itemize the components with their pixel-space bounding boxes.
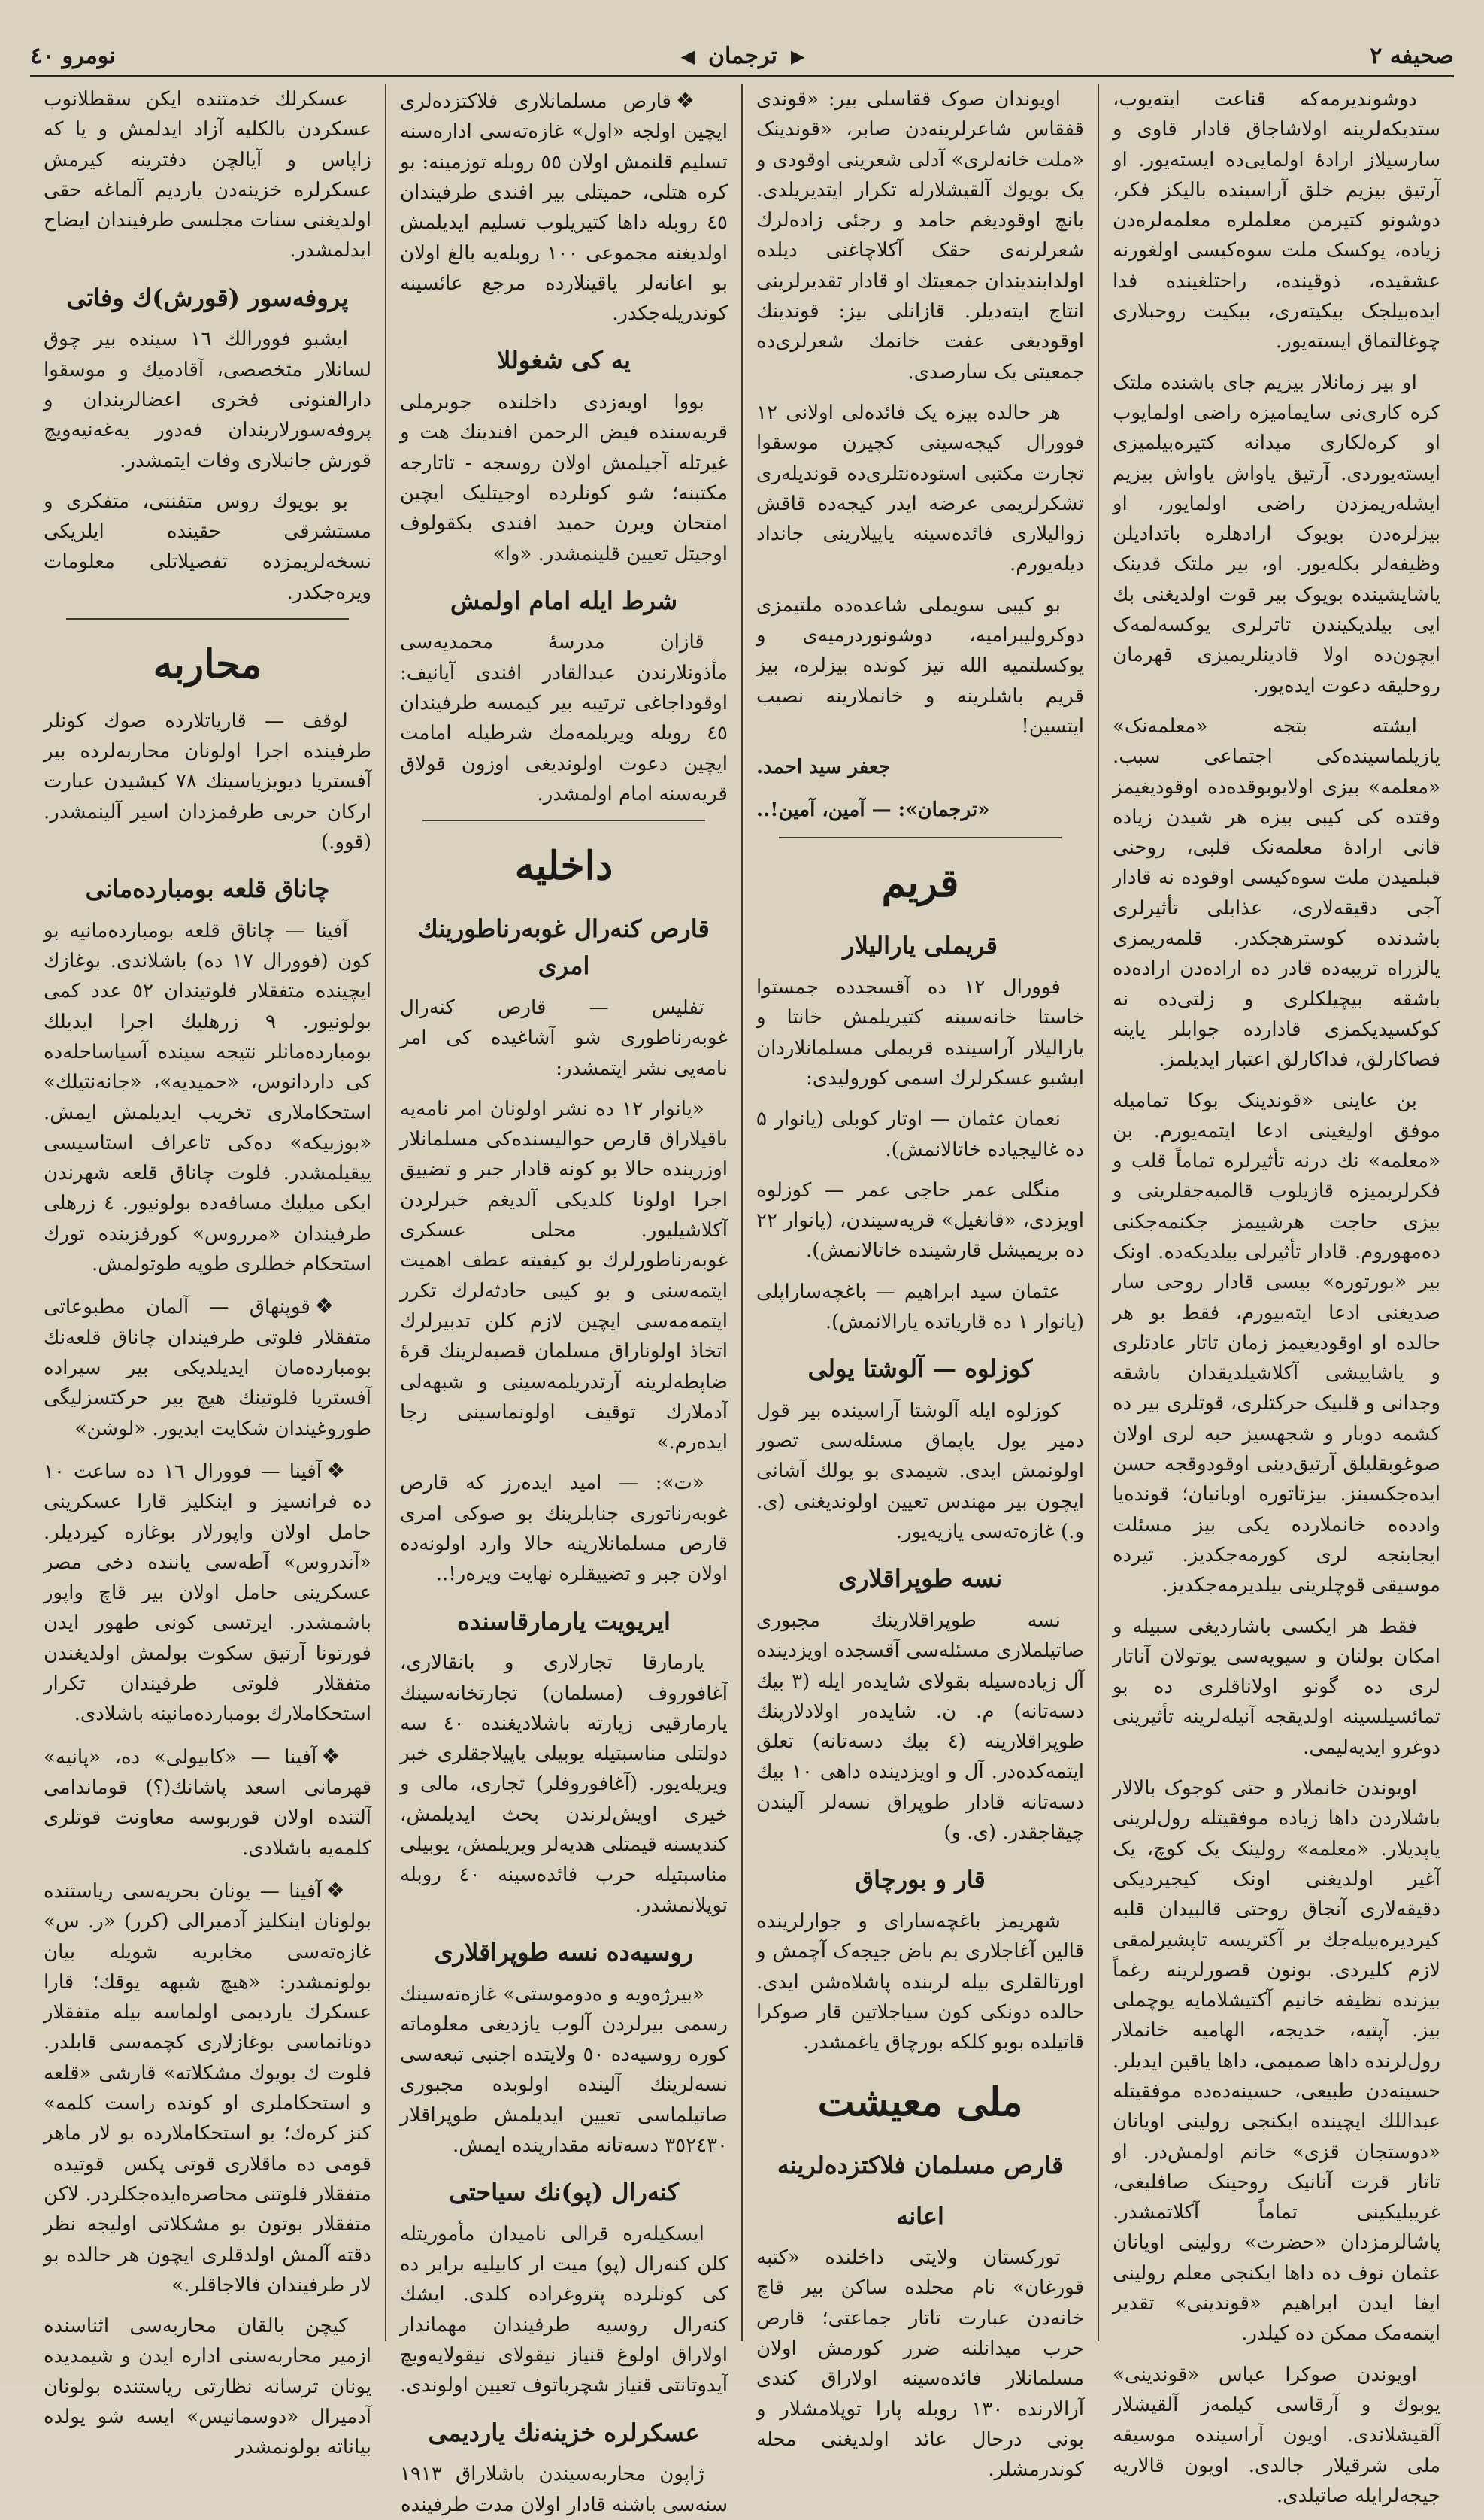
article-paragraph: ایسکیله‌ره قرالی نامیدان مأموریتله کلن کنه‌رال (پو) میت ار کابیلیه برابر ده کی کونلرده پتروغراده کلدی. ایشك کنه‌رال روسیه طرفیندان مهماندار اولاراق اولوغ قنیاز نیقولای نیقولایه‌ویچ آیدوتانتی قنیاز شچرباتوف تعیین اولوندی.	[400, 2222, 728, 2397]
article-paragraph	[400, 84, 728, 329]
article-text: آفینا — «کابیولی» ده، «پانیه» قهرمانی اسعد پاشانك(؟) قوماندامی آلتنده اولان قوربوسه معاونت قوتلری کلمه‌یه باشلادی.	[44, 1745, 371, 1860]
left-arrow-ornament-icon: ◀	[680, 44, 695, 67]
article-heading: یه کی شغوللا	[497, 346, 631, 375]
column-4	[30, 84, 385, 2459]
article-paragraph: قازان مدرسهٔ محمدیه‌سی مأذونلارندن عبدالقادر افندی آیانیف: اوقوداجاغی ترتیبه بیر کیمسه طرفیندان ٤٥ روبله ویریلمه‌مك شرطیله امامت ایچین دعوت اولوندیغی اوزون قولاق قریه‌سنه امام اولمشدر.	[400, 631, 728, 805]
divider	[422, 820, 705, 821]
article-paragraph	[44, 1290, 371, 1444]
article-paragraph: ایشبو فوورالك ۱٦ سینده بیر چوق لسانلار متخصصی، آقادمیك و موسقوا دارالفنونی فخری اعضالریندان و پروفه‌سورلاریندان فه‌دور یه‌غه‌نیه‌ویچ قورش جانبلاری وفات ایتمشدر.	[44, 328, 371, 472]
article-heading: عسکرلره خزینه‌نك یاردیمی	[428, 2418, 700, 2447]
article-paragraph: اویوندن خانملار و حتی کوجوک بالالار باشلاردن داها زیاده موفقیتله رول‌لرینی یاپدیلار. «معلمه» رولینک یک کوچ، یک آغیر اولدیغنی اونک کیجیردیکی دقیقه‌لاری آنجاق روحتی قالبیدان قلبه کیردیره‌بیله‌جك بر آکتریسه تاپشیرلمقی لازم کلیردی. بونون قصورلرینه رغماً بیزنده نظیفه خانیم آکتیشلامایه یوچملی بیز. آپتیه، خدیجه، الهامیه خانملار رول‌لرنده داها صمیمی، داها یاقین ایدیلر. حسینه‌دن طبیعی، حسینه‌ده‌ده موفقیتله عبداللك ایچینده ایکنجی رولینی اویانان «دوستجان قزی» خانم اولمش‌در. او تاتار قرت آنانیک روحینک صافلیغی، غریبلیکینی تماماً آکلاتمشدر. پاشالرمزدان «حضرت» رولینی اویانان عثمان نوف ده داها ایکنجی معلم رولینی ایفا ایدن ابراهیم «قوندینی» تقدیر ایتمه‌مک ممکن ده کیلدر.	[1113, 1777, 1440, 2346]
article-heading: قریملی یارالیلار	[843, 931, 998, 960]
article-paragraph: هر حالده بیزه یک فائده‌لی اولانی ۱۲ فوورال کیجه‌سینی کچیرن موسقوا تجارت مکتبی استوده‌نتلری‌ده قوندیله‌ری تشکرلریمی عرضه ایدر کیجه‌ده قاقش زوالیلاری فائده‌سینه یاپیلارینی جانداد دیله‌یورم.	[756, 401, 1084, 576]
article-heading: شرط ایله امام اولمش	[450, 586, 677, 615]
article-text: قوپنهاق — آلمان مطبوعاتی متفقلار فلوتی طرفیندان چاناق قلعه‌نك بومبارده‌مان ایدیلدیکی بیر سیراده آفستریا فلوتینك هیچ بیر حرکتسزلیگی طوروغیندان شکایت ایدیور. «لوشن»	[44, 1296, 371, 1440]
article-text: قارص مسلمانلاری فلاکتزده‌لری ایچین اولجه «اول» غازه‌ته‌سی اداره‌سنه تسلیم قلنمش اولان ٥٥ روبله توزمینه: بو کره هتلی، حمیتلی بیر افندی طرفیندان ٤٥ روبله داها کتیریلوب تسلیم ایدیلمش اولدیغنه مجموعی ۱۰۰ روبله‌یه بالغ اولان بو اعانه‌لر یاقینلارده مرجع عائسینه کوندریله‌جکدر.	[400, 90, 728, 326]
masthead	[30, 36, 1454, 77]
article-paragraph: تفلیس — قارص کنه‌رال غوبه‌رناطوری شو آشاغیده کی امر نامه‌یی نشر ایتمشدر:	[400, 996, 728, 1080]
section-heading-war: محاربه	[153, 641, 262, 688]
bullet-ornament-icon: ❖	[675, 88, 704, 113]
article-paragraph: نعمان عثمان — اوتار کوبلی (یانوار ۵ ده غالیجیاده خاتالانمش).	[756, 1108, 1084, 1161]
article-paragraph: عسکرلك خدمتنده ایکن سقطلانوب عسکردن بالکلیه آزاد ایدلمش و یا که زاپاس و آیالچن دفترینه کیرمش عسکرلره خزینه‌دن یاردیم آلماغه حقی اولدیغنی سنات مجلسی طرفیندان ایضاح ایدلمشدر.	[44, 88, 371, 262]
article-heading: قارص مسلمان فلاکتزده‌لرینه	[777, 2151, 1064, 2179]
article-paragraph: فقط هر ایکسی باشاردیغی سبیله و امکان بولنان و سیویه‌سی یوتولان آناتار لری ده گونو اولاناقلری ده بو تمائسیلسینه اولدیقجه آنیله‌لرینه تأثیرینی دوغرو ایدیه‌لیمی.	[1113, 1615, 1440, 1759]
bullet-ornament-icon: ❖	[326, 1457, 348, 1483]
article-paragraph: بووا اویه‌زدی داخلنده جوبرملی قریه‌سنده فیض الرحمن افندینك هت و غیرتله آجیلمش اولان روسجه - تاتارجه مکتبنه؛ شو کونلرده اوجیتلیک ایچین امتحان ویرن حمید افندی بکقولوف اوجیتل تعیین قلینمشدر. «وا»	[400, 391, 728, 566]
article-text: آفینا — یونان بحریه‌سی ریاستنده بولونان اینکلیز آدمیرالی (کرر) «ر. س» غازه‌ته‌سی مخابریه شویله بیان بولونمشدر: «هیچ شبهه یوقك؛ قارا عسکرك یاردیمی اولماسه بیله متفقلار دونانماسی بوغازلاری کچمه‌سی قابلدر. فلوت ك بویوك مشکلاته» قارشی «قلعه و استحکاملری او کونده راست کلمه» کنز کره‌ك؛ بو استحکاملارده بو لار ماهر قومی ده ماقلاری قوتی پکس ‌‌ قوتیده‌‌ ‌‌ متفقلار فلوتنی محاصره‌ایده‌جکلردر. لاکن متفقلار بوتون بو مشکلاتی اولیجه نظر دقته آلمش اولدقلری ایچون هر حالده بو لار طرفیندان فالاجاقلر.»	[44, 1879, 371, 2297]
divider	[779, 837, 1062, 838]
section-heading-crimea: قریم	[881, 860, 959, 906]
article-paragraph: ژاپون محاربه‌سیندن باشلاراق ۱۹۱۳ سنه‌سی باشنه قادار اولان مدت طرفینده	[400, 2463, 728, 2516]
article-paragraph: بن عاینی «قوندینک بوکا تمامیله موفق اولیغینی ادعا ایتمه‌یورم. بن «معلمه» نك درنه تأثیرلره تماماً قلب و فکرلریمیزه قازیلوب قالمیه‌جقلرینی و بیزی حاجت هرشییمز جکنمه‌جکنی ده‌مهوروم. قادار تأثیرلی بیلدیکه‌ده. اونک بیر «بورتوره» بیسی قادار روحی سار صدیغنی ادعا ایته‌بیورم، فقط بو هر حالده او اوقودیغیمز زمان تاتار عادتلری و یاشاییشی آکلاشیلدیقدان باشقه وجدانی و قلبیک حرکتلری، قوتلری بیر ده کشمه دوبار و شجهسیز حبه لری اولان صوغوبقلیلق آرتیق‌دینی اوقودوقجه حسن ایده‌جکسینز. بیزتاتوره اوبانیان؛ قونده‌یا وادده‌ه خانملارده یکی بیز مسئلت ایجابنجه لری کورمه‌جکدیز. تیرده موسیقی قوچلرینی بیلدیرمه‌جکدیز.	[1113, 1089, 1440, 1597]
article-paragraph: «یانوار ۱۲ ده نشر اولونان امر نامه‌یه باقیلاراق قارص حوالیسنده‌کی مسلمانلار اوزرینده حالا بو کونه قادار جبر و تضییق اجرا اولونا کلدیکی آلدیغم خبرلردن آکلاشیلیور. محلی عسکری غوبه‌رناطورلرك بو کیفیته عطف اهمیت ایتمه‌سنی و بو کیبی حادثه‌لرك تکرر ایتمه‌مه‌سی ایچین لازم کلن تدبیرلرك اتخاذ اولوناراق مسلمان قصبه‌لرینك قرهٔ ضاپطه‌لرینه آرتدریلمه‌سینی و شبهه‌لی آدملارك توقیف اولونماسینی رجا ایده‌رم.»	[400, 1097, 728, 1454]
article-paragraph: «ت»: — امید ایده‌رز که قارص غوبه‌رناتوری جنابلرینك بو صوکی امری قارص مسلمانلارینه حالا وارد اولونه‌ده اولان جبر و تضییقلره نهایت ویره‌ر!..	[400, 1472, 728, 1586]
article-paragraph: بو بویوك روس متفننی، متفکری و مستشرقی حقینده ایلریکی نسخه‌لریمزده تفصیلاتلی معلومات ویره‌جکدر.	[44, 490, 371, 604]
column-1	[1098, 84, 1454, 2507]
article-paragraph: لوقف — قاریاتلارده صوك کونلر طرفینده اجرا اولونان محاربه‌لرده بیر آفستریا دیویزیاسینك ۷۸ کیشیدن عبارت ارکان حربی طرفمزدان اسیر آلینمشدر. (قوو.)	[44, 709, 371, 854]
newspaper-title: ترجمان	[707, 42, 777, 69]
article-paragraph: شهریمز باغچه‌سارای و جوارلرینده قالین آغاجلاری بم باض جیجه‌ک آچمش و اورتالقلری بیله لربنده پاشلاه‌شن ایدی. حالده دونکی کون سیاجلاتین قار صوکرا قاتیلده بوبو کلکه بورچاق یاغمشدر.	[756, 1909, 1084, 2055]
divider	[66, 618, 349, 620]
article-heading: روسیه‌ده نسه طوپراقلاری	[434, 1937, 694, 1967]
article-paragraph: تورکستان ولایتی داخلنده «کتبه قورغان» نام محلده ساکن بیر قاچ خانه‌دن عبارت تاتار جماعتی؛ قارص حرب میدانلنه ضرر کورمش اولان مسلمانلار فائده‌سینه اولاراق کندی آرالارنده ۱۳۰ روبله پارا توپلامشلار و بونی درحال عائد اولدیغنی محله کوندرمشلر.	[756, 2246, 1084, 2482]
article-heading: پروفه‌سور (قورش)ك وفاتی	[66, 283, 349, 312]
section-heading-national-life: ملی معیشت	[817, 2079, 1023, 2126]
masthead-title-group	[681, 43, 805, 69]
article-heading: کوزلوه — آلوشتا یولی	[807, 1354, 1033, 1384]
bullet-ornament-icon: ❖	[326, 1877, 348, 1903]
article-paragraph: دوشوندیرمه‌که قناعت ایته‌یوب، ستدیکه‌لرینه اولاشاجاق قادار قاوی و سارسیلاز ارادهٔ اولمایی‌ده ایسته‌یور. او آرتیق بیزیم خلق آراسینده بالیکز فکر، دوشونو کتیرمن معلملره معلمه‌لره‌دن زیاده، یوکسک ملت سوه‌کیسی اولغورنه عشقیده، ذوقینده، راحتلغینده فدا ایده‌بیلجک بیکیته‌ری، بیکیت روحبلاری چوغالتماق ایسته‌یور.	[1113, 88, 1440, 353]
article-paragraph: «بیرژه‌ویه و ه‌دوموستی» غازه‌ته‌سینك رسمی بیر‌لردن آلوب یازدیغی معلوماته کوره روسیه‌ده ٥٠ ولایتده اجنبی تبعه‌سی نسه‌لرینك آلینده اولوبده مجبوری صاتیلماسی تعیین ایدیلمش طوپراقلار ۳٥۲٤۳۰ دسه‌تانه مقدارینده ایمش.	[400, 1982, 728, 2157]
article-heading: قار و بورچاق	[855, 1865, 986, 1894]
column-3	[385, 84, 741, 2516]
article-paragraph: ایشته بتجه «معلمه‌نک» یازیلماسینده‌کی اجتماعی سبب. «معلمه» بیزی اولایوبوقده‌ده اوقودیغیمز وقتده کی کیبی بیزه هر شیدن زیاده قانی ارادهٔ معلمه‌نک قلبی، روحنی قبلمیدن ملت سوه‌کیسی اوقوده نه قادار آجی دقیقه‌لاری، عذابلی تأثیرلری باشدنده کوسترهجکدر. قلمه‌ریمزی یالزراه تریبه‌ده قادر ده اراده‌دن اراده‌ده باشقه بیچیلکلری و زلتی‌ده نه کوکسیدیکمزی قادارده جوابلر یاینه فصاکارلق، فداکارلق اعتبار ایدیلمز.	[1113, 714, 1440, 1072]
article-paragraph: کوزلوه ایله آلوشتا آراسینده بیر قول دمیر یول یاپماق مسئله‌سی تصور اولونمش ایدی. شیمدی بو یولك آشانی ایچون بیر مهندس تعیین اولوندیغنی (ی. و.) غازه‌ته‌سی یازیه‌یور.	[756, 1399, 1084, 1544]
page-label: صحیفه ۲	[1370, 42, 1454, 69]
article-paragraph: آفینا — چاناق قلعه بومبارده‌مانیه بو کون (فوورال ۱۷ ده) باشلاندی. بوغازك ایچینده متفقلار فلوتیندان ٥۲ عدد کمی بولونیور. ۹ زرهلیك اجرا ایدیلك بومبارده‌مانلر نتیجه سینده آسیاساحله‌ده کی داردانوس، «حمیدیه»، «جانه‌نتیلك» استحکاملاری تخریب ایدیلمش ایمش. «بوزبیکه» ده‌کی تاعراف استاسیسی ییقیلمشدر. فلوت چاناق قلعه شهرندن ایکی میلیك مسافه‌ده بولونیور. ٤ زرهلی طرفیندان «مرروس» کورفزینده تورك استحکام خطلری طوپه طوتولمش.	[44, 919, 372, 1275]
article-paragraph: بو کیبی سویملی شاعده‌ده ملتیمزی دوکرولیبرامیه، دوشونوردرمیه‌ی و یوکسلتمیه الله تیز کونده بیزلره، بیز قریم باشلرینه و خانملارینه نصیب ایتسین!	[756, 593, 1084, 738]
columns	[30, 84, 1454, 2516]
article-paragraph: کیچن بالقان محاربه‌سی اثناسنده ازمیر محاربه‌سنی اداره ایدن و شیمدیده یونان ترسانه نظارتی ریاستنده بولونان آدمیرال «دوسمانیس» ایسه شو یولده بیاناته بولونمشدر	[44, 2315, 371, 2459]
bullet-ornament-icon: ❖	[321, 1743, 348, 1769]
article-paragraph	[44, 1874, 371, 2300]
article-paragraph: اویوندن صوکرا عباس «قوندینی» یوبوك و آرقاسی کیلمه‌ز آلقیشلار آلقیشلاندی. اویون آراسینده موسیقه ملی شرقیلار جالدی. اویون قالاریه جیجه‌لرایله صاتیلدی.	[1113, 2363, 1440, 2507]
article-paragraph: اویوندان صوک ققاسلی بیر: «قوندی قفقاس شاعرلرینه‌دن صابر، «قوندینک «ملت خانه‌لری» آدلی شعرینی اوقودی و یک بویوك آلقیشلارله تکرار ایتدیریلدی. بانچ اوقودیغم حامد و رجئی زاده‌لرك شعرلرنه‌ی حقک آکلاچاغنی دیلده اولدابندیندان جمعیتك او قادار تقدیرلرینی انتاج ایته‌دیلر. قازانلی بیز: قوندینك اوقودیغی عفت خانمك شعرلری‌ده جمعیتی یک سارصدی.	[756, 88, 1084, 384]
section-heading-domestic: داخلیه	[514, 843, 613, 890]
column-2	[741, 84, 1098, 2482]
author-signature: جعفر سید احمد.	[756, 756, 891, 779]
article-paragraph: فوورال ۱۲ ده آقسجدده جمستوا خاستا خانه‌سینه کتیریلمش خانتا و یارالیلار آراسینده قریملی مسلمانلاردان ایشبو عسکرلرك اسمی کورولیدی:	[756, 976, 1084, 1090]
article-heading: کنه‌رال (پو)نك سیاحتی	[449, 2178, 679, 2207]
editor-note: «ترجمان»: — آمین، آمین!..	[756, 798, 990, 821]
article-heading: ایریویت یارمارقاسنده	[457, 1606, 671, 1636]
article-heading: نسه طوپراقلاری	[837, 1564, 1003, 1594]
article-paragraph	[44, 1454, 371, 1730]
article-paragraph	[44, 1740, 371, 1863]
article-text: آفینا — فوورال ١٦ ده ساعت ١٠ ده فرانسیز و اینکلیز قارا عسکرینی حامل اولان واپورلار بوغازه کیردیلر. «آندروس» آطه‌سی یاننده دخی مصر عسکرینی حامل اولان بیر قاچ واپور باشمشدر. ایرتسی کونی طهور ایدن فورتونا آرتیق سکوت بولمش اولدیغندن متفقلار فلوتی طرفیندان تکرار استحکاملارك بومبارده‌مانینه باشلادی.	[44, 1460, 371, 1726]
article-paragraph: منگلی عمر حاجی عمر — کوزلوه اویزدی، «قانغیل» قریه‌سیندن، (یانوار ۲۲ ده بریمیشل قارشینده خاتالانمش).	[756, 1178, 1084, 1263]
article-subheading: اعانه	[896, 2201, 944, 2230]
article-paragraph: نسه طوپراقلارینك مجبوری صاتیلملاری مسئله‌سی آقسجده اویزدینده آل زیاده‌سیله بقولای شایده‌ر ایله (۳ بیك دسه‌تانه) م. ن. شایده‌ر اولادلارینك طوپراقلارینه (٤ بیك دسه‌تانه) تعلق ایتمه‌کده‌در. آل و اویزدینده داهی ۱۰ بیك دسه‌تانه قادار طوپراق نسه‌لر آلیندن چیقاجقدر. (ی. و)	[756, 1609, 1085, 1845]
right-arrow-ornament-icon: ▶	[790, 44, 805, 67]
article-heading: قارص کنه‌رال غوبه‌رناطورینك امری	[418, 914, 710, 981]
article-heading: چاناق قلعه بومبارده‌مانی	[85, 875, 330, 904]
article-paragraph: او بیر زمانلار بیزیم جای باشنده ملتک کره کاری‌نی سایمامیزه راضی اولمایوب او کره‌لکاری میدانه کتیره‌بیلمیزی ایسته‌یوردی. آرتیق یاواش یاواش بیزیم ایشله‌ریمزدن راضی اولمایور، او بیزلره‌دن بویوک ارادهلره باتدادیلن وظیفه‌لر بکله‌یور. او، بیر ملتک قدینک یاشایشینده بویوک بیر قوت اولدیغنی بك ایی بیلدیکیندن تاترلری یوکسه‌لمه‌ک ایچون‌ده اولا قادینلریمیزی قهرمان روحلیقه دعوت ایده‌یور.	[1113, 371, 1440, 697]
issue-number: نومرو ٤٠	[30, 42, 116, 69]
article-paragraph: عثمان سید ابراهیم — باغچه‌ساراپلی (یانوار ۱ ده قاریاتده یارالانمش).	[756, 1280, 1084, 1333]
bullet-ornament-icon: ❖	[314, 1293, 348, 1319]
article-paragraph: یارمارقا تجارلاری و بانقالاری، آغافوروف (مسلمان) تجارتخانه‌سینك یارمارقیی زیارته باشلادیغنده ٤٠ سه دولتلی مناسبتیله یوبیلی یاپیلاجقلری خبر ویریله‌یور. (آغافوروفلر) تجاری، مالی و خیری اویش‌لرندن بحث ایدیلمش، کندیسنه قیمتلی هدیه‌لر ویریلمش، یوبیلی مناسبتیله حرب فائده‌سینه ٤٠ روبله توپلانمشدر.	[400, 1651, 728, 1917]
